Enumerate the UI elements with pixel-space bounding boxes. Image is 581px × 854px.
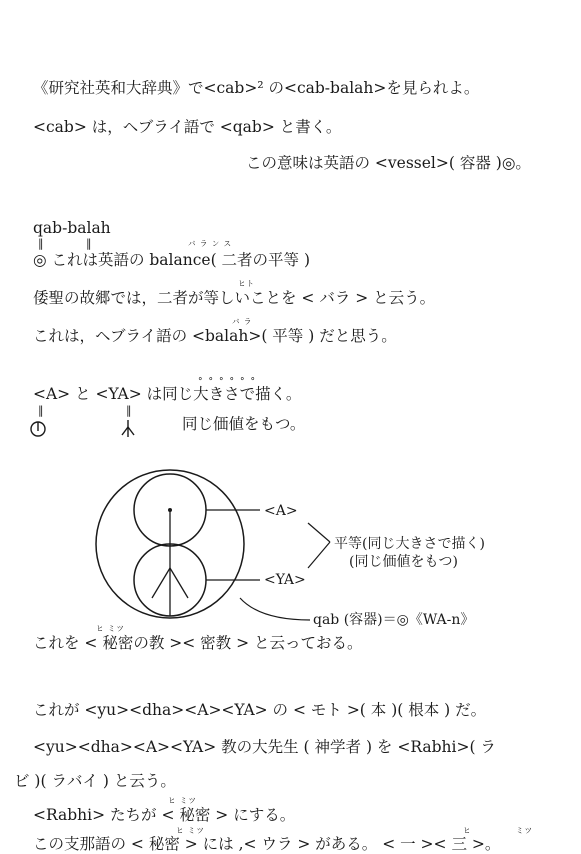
text-line-qab-balah: qab-balah <box>33 219 111 237</box>
text-line-7: 同じ価値をもつ。 <box>182 415 306 433</box>
furigana-bara: バ ラ <box>232 317 253 326</box>
text-line-4: 倭聖の故郷では，二者が等しいことを < バラ > と云う。 <box>33 289 436 307</box>
text-line-13: この支那語の < 秘密 > には ,< ウラ > がある。 < 一 >< 三 >。 <box>33 835 501 853</box>
furigana-balance: バ ラ ン ス <box>188 239 233 248</box>
text-line-8: これを < 秘密の教 >< 密教 > と云っておる。 <box>33 634 363 652</box>
text-line-3: この意味は英語の <vessel>( 容器 )◎。 <box>246 154 531 172</box>
diagram-label-a: <A> <box>264 503 298 519</box>
furigana-himitsu: ヒ ミツ <box>176 826 205 835</box>
text-line-12: <Rabhi> たちが < 秘密 > にする。 <box>33 806 296 824</box>
emphasis-dots: °°°°°° <box>198 377 261 387</box>
furigana-hito: ヒト <box>238 279 255 288</box>
furigana-himitsu: ヒ ミツ <box>168 796 197 805</box>
text-line-5: これは，ヘブライ語の <balah>( 平等 ) だと思う。 <box>33 327 397 345</box>
equals-mark-icon: ‖ <box>86 237 92 250</box>
equals-mark-icon: ‖ <box>38 237 44 250</box>
a-circle-glyph-icon <box>28 418 48 438</box>
diagram-label-ya: <YA> <box>264 572 306 588</box>
furigana-hi: ヒ <box>463 826 472 835</box>
diagram-label-equal-1: 平等(同じ大きさで描く) <box>334 536 485 552</box>
equals-mark-icon: ‖ <box>126 404 132 417</box>
ya-arrow-glyph-icon <box>120 417 136 439</box>
text-line-11: ビ )( ラバイ ) と云う。 <box>14 772 176 790</box>
text-line-2: <cab> は，ヘブライ語で <qab> と書く。 <box>33 118 342 136</box>
furigana-himitsu: ヒ ミツ <box>96 624 125 633</box>
furigana-mitsu: ミツ <box>516 826 533 835</box>
equals-mark-icon: ‖ <box>38 404 44 417</box>
diagram-label-equal-2: (同じ価値をもつ) <box>349 554 458 570</box>
diagram-label-qab: qab (容器)＝◎《WA-n》 <box>313 612 475 628</box>
text-line-1: 《研究社英和大辞典》で<cab>² の<cab-balah>を見られよ。 <box>33 79 480 97</box>
text-line-9: これが <yu><dha><A><YA> の < モト >( 本 )( 根本 ) だ。 <box>33 701 487 719</box>
text-line-10: <yu><dha><A><YA> 教の大先生 ( 神学者 ) を <Rabhi>( ラ <box>33 738 496 756</box>
text-line-6: <A> と <YA> は同じ大きさで描く。 <box>33 385 302 403</box>
text-line-balance: ◎ これは英語の balance( 二者の平等 ) <box>33 251 311 269</box>
